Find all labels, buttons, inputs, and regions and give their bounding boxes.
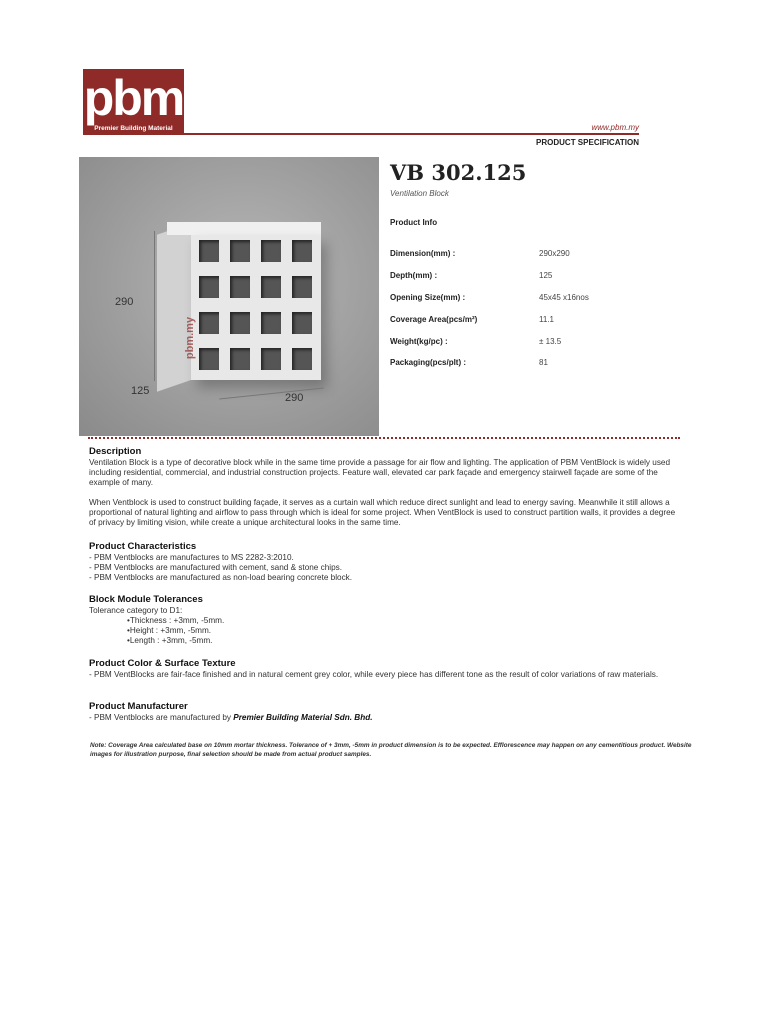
website-link[interactable]: www.pbm.my [591,123,639,132]
spec-value: 81 [539,358,548,367]
description-heading: Description [89,446,142,457]
spec-row [390,315,640,327]
tolerances-section [89,595,681,646]
color-texture-heading: Product Color & Surface Texture [89,658,236,669]
height-dimension-line [154,231,155,381]
block-opening [261,240,281,262]
footnote: Note: Coverage Area calculated base on 10mm mortar thickness. Tolerance of + 3mm, -5mm in product dimension is to be expected. Efflorescence may happen on any cementitious product. Website images for illustration purpose, final selection should be made from actual product samples. [90,742,692,758]
logo-subtitle: Premier Building Material [94,125,173,132]
block-opening [261,276,281,298]
block-side-face [157,223,191,392]
manufacturer-section [89,702,681,723]
spec-value: 125 [539,271,553,280]
spec-key: Opening Size(mm) : [390,293,466,302]
tolerances-intro: Tolerance category to D1: [89,606,183,615]
spec-key: Packaging(pcs/plt) : [390,358,467,367]
description-section [89,447,681,528]
manufacturer-heading: Product Manufacturer [89,701,188,712]
spec-value: ± 13.5 [539,337,562,346]
tolerance-item: •Height : +3mm, -5mm. [127,626,212,635]
section-divider [88,437,680,439]
tolerance-item: •Length : +3mm, -5mm. [127,636,213,645]
block-opening [261,312,281,334]
width-label: 290 [285,392,304,404]
spec-value: 11.1 [539,315,554,324]
spec-key: Coverage Area(pcs/m²) [390,315,478,324]
block-opening [230,276,250,298]
block-opening [230,348,250,370]
block-opening [292,348,312,370]
depth-label: 125 [131,385,150,397]
pbm-logo [83,69,184,135]
manufacturer-prefix: - PBM Ventblocks are manufactured by [89,713,234,722]
width-dimension-line [219,388,324,400]
color-texture-text: - PBM VentBlocks are fair-face finished and in natural cement grey color, while every piece has different tone as the result of color variations of raw materials. [89,670,659,679]
watermark: pbm.my [184,316,197,360]
block-opening [261,348,281,370]
characteristics-heading: Product Characteristics [89,541,197,552]
color-texture-section [89,659,681,680]
spec-key: Depth(mm) : [390,271,438,280]
spec-key: Dimension(mm) : [390,249,456,258]
manufacturer-name: Premier Building Material Sdn. Bhd. [233,713,373,722]
characteristic-item: - PBM Ventblocks are manufactured with cement, sand & stone chips. [89,563,343,572]
model-number: VB 302.125 [390,160,527,185]
height-label: 290 [115,296,134,308]
tolerance-item: •Thickness : +3mm, -5mm. [127,616,225,625]
spec-title: PRODUCT SPECIFICATION [536,138,639,147]
block-opening [292,240,312,262]
description-paragraph: Ventilation Block is a type of decorative block while in the same time provide a passage for air flow and lighting. The application of PBM VentBlock is widely used including residential, commercial, and industrial construction projects. Feature wall, elevated car park façade and emergency stairwell façade are some of the example of many. [89,458,671,487]
block-opening [199,240,219,262]
description-paragraph: When Ventblock is used to construct building façade, it serves as a curtain wall which reduce direct sunlight and lead to energy saving. Meanwhile it still allows a proportional of natural lighting and airflow to pass through which is ideal for some project. When VentBlock is used to construct partition walls, it provides a degree of privacy by limiting vision, while create a unique architectural looks in the same time. [89,498,676,527]
logo-text: pbm [83,70,184,126]
block-opening [199,312,219,334]
block-opening [292,276,312,298]
manufacturer-text [89,713,681,723]
spec-row [390,271,640,283]
block-front-face [191,235,321,380]
characteristics-section [89,542,681,583]
spec-row [390,249,640,261]
characteristic-item: - PBM Ventblocks are manufactures to MS 2282-3:2010. [89,553,294,562]
spec-row [390,293,640,305]
spec-row [390,337,640,349]
tolerances-heading: Block Module Tolerances [89,594,203,605]
product-type: Ventilation Block [390,189,449,198]
block-opening [230,312,250,334]
block-opening [199,348,219,370]
characteristic-item: - PBM Ventblocks are manufactured as non-load bearing concrete block. [89,573,353,582]
product-image [79,157,379,436]
spec-key: Weight(kg/pc) : [390,337,448,346]
spec-value: 45x45 x16nos [539,293,589,302]
header-divider [184,133,639,135]
spec-value: 290x290 [539,249,570,258]
block-top-face [167,222,321,235]
product-info-heading: Product Info [390,218,438,227]
block-opening [292,312,312,334]
block-opening [199,276,219,298]
block-opening [230,240,250,262]
spec-row [390,358,640,370]
